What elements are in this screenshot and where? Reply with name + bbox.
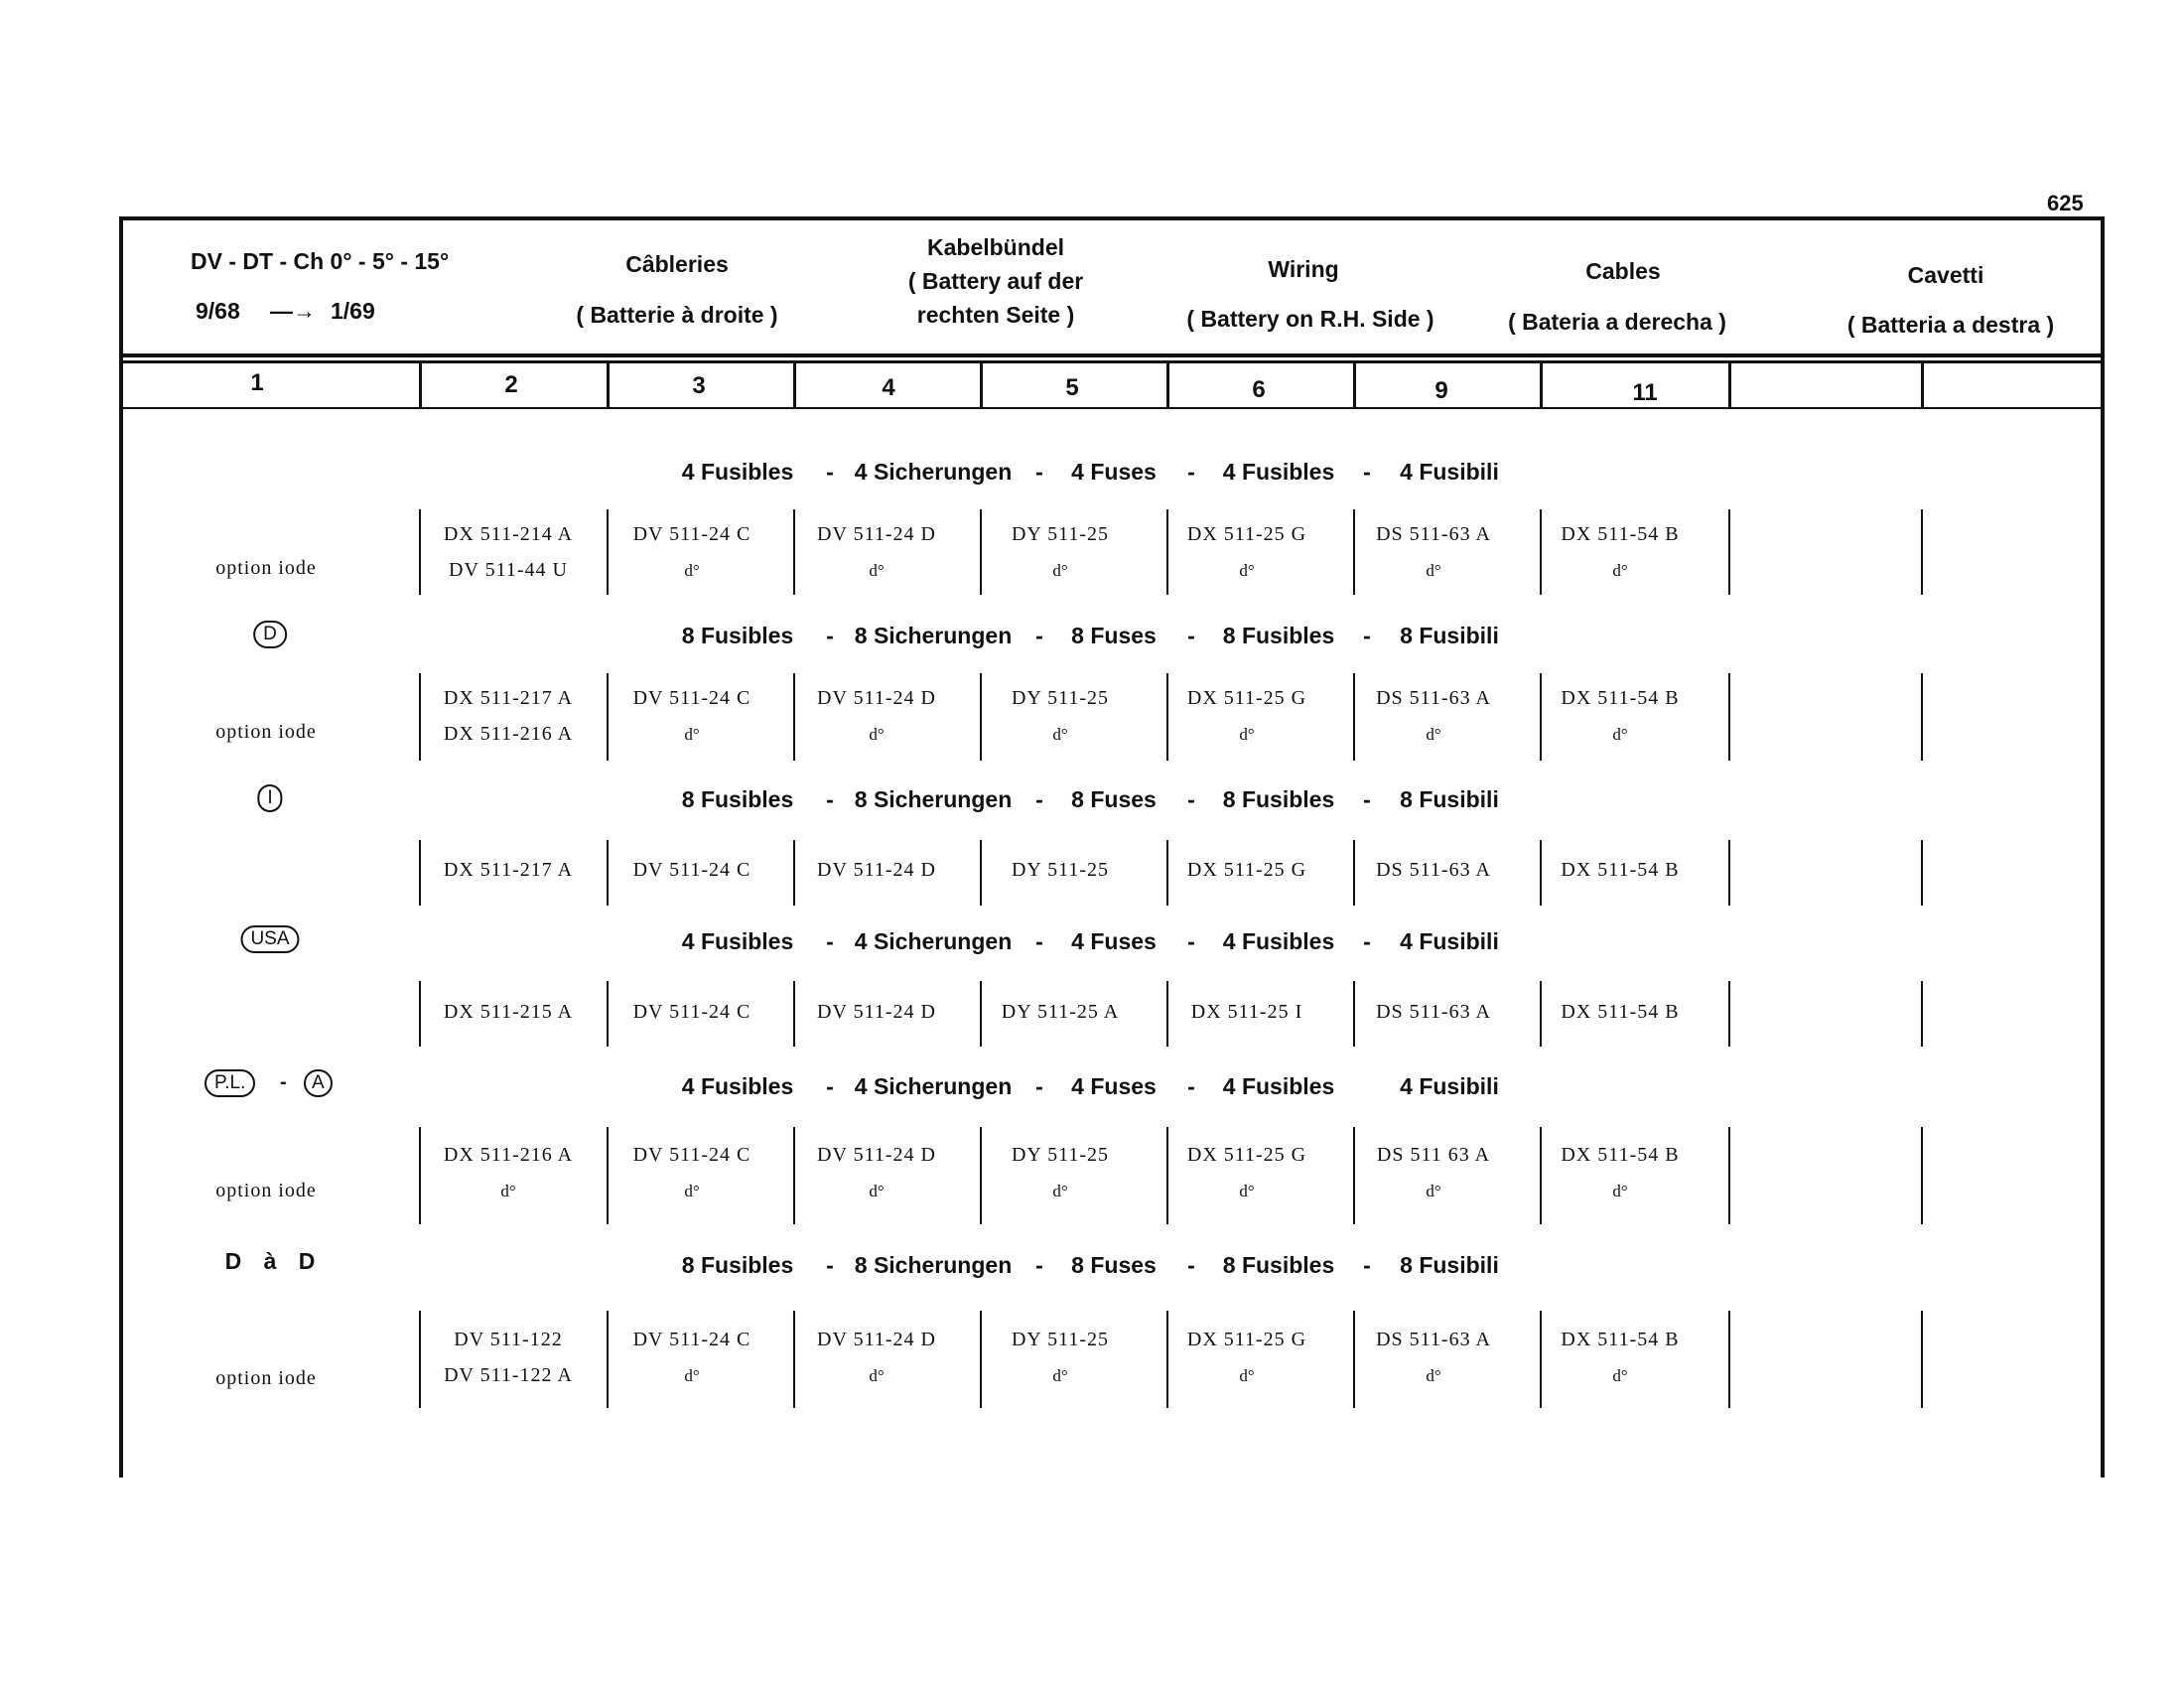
cell-divider — [1353, 981, 1355, 1047]
fuse-label: 4 Sicherungen — [854, 459, 1013, 485]
part-number: DX 511-25 G — [1186, 523, 1307, 545]
part-number: DY 511-25 — [1011, 687, 1110, 709]
cell-divider — [1728, 1127, 1730, 1224]
fuse-separator: - — [1363, 459, 1371, 485]
fuse-label: 4 Fuses — [1071, 1073, 1157, 1099]
ditto-mark: d° — [869, 561, 885, 580]
cell-divider — [980, 673, 982, 761]
ditto-mark: d° — [869, 725, 885, 744]
column-number: 3 — [692, 372, 706, 399]
cell-divider — [1921, 509, 1923, 595]
cell-divider — [793, 981, 795, 1047]
part-number: DS 511-63 A — [1376, 687, 1491, 709]
colnum-divider — [793, 360, 796, 408]
cell-divider — [793, 840, 795, 906]
column-number: 6 — [1252, 376, 1266, 403]
ditto-mark: d° — [500, 1182, 516, 1200]
fuse-separator: - — [1363, 786, 1371, 812]
part-number: DX 511-25 G — [1186, 859, 1307, 881]
fuse-label: 4 Fuses — [1071, 928, 1157, 954]
fuse-label: 8 Sicherungen — [854, 623, 1013, 648]
cell-divider — [1921, 673, 1923, 761]
colnum-bottom-border — [119, 407, 2104, 409]
column-number: 4 — [882, 374, 895, 401]
ditto-mark: d° — [1612, 725, 1628, 744]
colnum-divider — [607, 360, 610, 408]
part-number: DX 511-54 B — [1561, 859, 1680, 881]
part-number: DX 511-217 A — [443, 859, 574, 881]
part-number: DX 511-214 A — [443, 523, 574, 545]
cell-divider — [980, 509, 982, 595]
cell-divider — [1728, 1311, 1730, 1408]
colnum-divider — [419, 360, 422, 408]
fr-subtitle: ( Batterie à droite ) — [576, 302, 778, 328]
part-number: DV 511-24 D — [817, 1001, 936, 1023]
cell-divider — [607, 509, 609, 595]
region-code-separator: - — [280, 1071, 287, 1093]
cell-divider — [980, 840, 982, 906]
es-title: Cables — [1585, 258, 1661, 284]
fuse-label: 8 Fusibili — [1400, 623, 1499, 648]
cell-divider — [1540, 509, 1542, 595]
part-number: DX 511-54 B — [1561, 1144, 1680, 1166]
fuse-separator: - — [1363, 623, 1371, 648]
part-number: DX 511-215 A — [443, 1001, 574, 1023]
date-to: 1/69 — [331, 298, 375, 324]
fuse-label: 8 Fusibles — [681, 623, 794, 648]
ditto-mark: d° — [684, 1366, 700, 1385]
ditto-mark: d° — [1426, 561, 1441, 580]
it-title: Cavetti — [1907, 262, 1984, 288]
de-subtitle-2: rechten Seite ) — [916, 302, 1075, 328]
fuse-separator: - — [826, 1073, 834, 1099]
cell-divider — [1921, 1127, 1923, 1224]
cell-divider — [1353, 1311, 1355, 1408]
fuse-separator: - — [1187, 623, 1195, 648]
cell-divider — [1353, 673, 1355, 761]
column-number: 2 — [504, 371, 518, 398]
cell-divider — [419, 673, 421, 761]
cell-divider — [793, 509, 795, 595]
part-number: DV 511-24 C — [632, 1144, 751, 1166]
fr-title: Câbleries — [625, 251, 729, 277]
cell-divider — [1166, 1127, 1168, 1224]
cell-divider — [1540, 981, 1542, 1047]
option-label: option iode — [215, 557, 317, 579]
ditto-mark: d° — [1239, 1182, 1255, 1200]
part-number: DS 511-63 A — [1376, 523, 1491, 545]
part-number: DV 511-24 C — [632, 859, 751, 881]
cell-divider — [1540, 673, 1542, 761]
region-code-badge: P.L. — [205, 1069, 255, 1097]
part-number: DV 511-122 A — [444, 1364, 573, 1386]
cell-divider — [607, 981, 609, 1047]
fuse-separator: - — [1035, 1073, 1043, 1099]
fuse-separator: - — [826, 786, 834, 812]
fuse-label: 4 Fusibili — [1400, 1073, 1499, 1099]
part-number: DV 511-24 C — [632, 1329, 751, 1350]
cell-divider — [1921, 840, 1923, 906]
fuse-label: 4 Fusibles — [1222, 459, 1335, 485]
date-from: 9/68 — [196, 298, 240, 324]
ditto-mark: d° — [1052, 1366, 1068, 1385]
en-subtitle: ( Battery on R.H. Side ) — [1186, 306, 1434, 332]
cell-divider — [793, 1311, 795, 1408]
ditto-mark: d° — [1426, 1182, 1441, 1200]
part-number: DX 511-54 B — [1561, 687, 1680, 709]
column-number: 11 — [1632, 379, 1658, 406]
part-number: DV 511-44 U — [449, 559, 568, 581]
fuse-label: 8 Fusibili — [1400, 786, 1499, 812]
fuse-separator: - — [1363, 928, 1371, 954]
colnum-divider — [1921, 360, 1924, 408]
fuse-label: 8 Fusibili — [1400, 1252, 1499, 1278]
part-number: DV 511-24 D — [817, 1329, 936, 1350]
fuse-label: 4 Fuses — [1071, 459, 1157, 485]
fuse-label: 4 Fusibles — [681, 459, 794, 485]
region-code-badge: D — [253, 621, 287, 648]
fuse-label: 4 Sicherungen — [854, 928, 1013, 954]
cell-divider — [419, 1127, 421, 1224]
part-number: DX 511-25 G — [1186, 687, 1307, 709]
column-number: 1 — [250, 369, 264, 396]
part-number: DV 511-24 D — [817, 859, 936, 881]
ditto-mark: d° — [1239, 725, 1255, 744]
fuse-label: 8 Fuses — [1071, 1252, 1157, 1278]
page-number: 625 — [2047, 191, 2084, 215]
column-number: 9 — [1434, 377, 1448, 404]
fuse-separator: - — [1035, 1252, 1043, 1278]
fuse-separator: - — [1187, 1073, 1195, 1099]
part-number: DV 511-24 D — [817, 523, 936, 545]
fuse-label: 4 Fusibili — [1400, 928, 1499, 954]
ditto-mark: d° — [1052, 725, 1068, 744]
colnum-top-border — [119, 360, 2104, 363]
cell-divider — [980, 1127, 982, 1224]
cell-divider — [793, 673, 795, 761]
fuse-separator: - — [1035, 623, 1043, 648]
cell-divider — [1540, 1127, 1542, 1224]
cell-divider — [980, 981, 982, 1047]
part-number: DX 511-216 A — [443, 723, 574, 745]
cell-divider — [1353, 840, 1355, 906]
fuse-separator: - — [1363, 1252, 1371, 1278]
cell-divider — [607, 840, 609, 906]
option-label: option iode — [215, 721, 317, 743]
region-code-badge: I — [257, 784, 282, 812]
ditto-mark: d° — [1612, 1182, 1628, 1200]
cell-divider — [607, 1311, 609, 1408]
model-line: DV - DT - Ch 0° - 5° - 15° — [191, 248, 450, 274]
ditto-mark: d° — [1052, 1182, 1068, 1200]
part-number: DS 511 63 A — [1376, 1144, 1491, 1166]
ditto-mark: d° — [1239, 1366, 1255, 1385]
cell-divider — [1166, 981, 1168, 1047]
cell-divider — [419, 509, 421, 595]
ditto-mark: d° — [684, 1182, 700, 1200]
en-title: Wiring — [1268, 256, 1339, 282]
ditto-mark: d° — [1239, 561, 1255, 580]
de-title: Kabelbündel — [926, 234, 1065, 260]
colnum-divider — [1166, 360, 1169, 408]
cell-divider — [1166, 509, 1168, 595]
part-number: DS 511-63 A — [1376, 1329, 1491, 1350]
ditto-mark: d° — [1052, 561, 1068, 580]
table-left-border — [119, 216, 123, 1477]
cell-divider — [793, 1127, 795, 1224]
cell-divider — [1353, 1127, 1355, 1224]
part-number: DX 511-217 A — [443, 687, 574, 709]
part-number: DX 511-25 G — [1186, 1329, 1307, 1350]
cell-divider — [607, 673, 609, 761]
part-number: DX 511-25 G — [1186, 1144, 1307, 1166]
cell-divider — [419, 1311, 421, 1408]
ditto-mark: d° — [869, 1182, 885, 1200]
part-number: DV 511-24 C — [632, 523, 751, 545]
ditto-mark: d° — [869, 1366, 885, 1385]
ditto-mark: d° — [1612, 561, 1628, 580]
part-number: DX 511-216 A — [443, 1144, 574, 1166]
part-number: DX 511-25 I — [1190, 1001, 1303, 1023]
ditto-mark: d° — [1426, 1366, 1441, 1385]
part-number: DY 511-25 — [1011, 859, 1110, 881]
region-code-badge: A — [304, 1069, 333, 1097]
column-number: 5 — [1065, 374, 1079, 401]
fuse-separator: - — [1035, 459, 1043, 485]
fuse-label: 8 Fusibles — [681, 1252, 794, 1278]
cell-divider — [1166, 673, 1168, 761]
cell-divider — [1166, 1311, 1168, 1408]
fuse-label: 8 Sicherungen — [854, 1252, 1013, 1278]
part-number: DV 511-24 D — [817, 1144, 936, 1166]
fuse-label: 4 Fusibles — [681, 928, 794, 954]
header-bottom-border — [119, 353, 2104, 357]
cell-divider — [1540, 1311, 1542, 1408]
cell-divider — [1728, 981, 1730, 1047]
ditto-mark: d° — [684, 561, 700, 580]
fuse-label: 8 Fusibles — [681, 786, 794, 812]
cell-divider — [607, 1127, 609, 1224]
fuse-label: 4 Fusibles — [1222, 1073, 1335, 1099]
fuse-label: 4 Fusibles — [1222, 928, 1335, 954]
part-number: DV 511-24 C — [632, 1001, 751, 1023]
option-label: option iode — [215, 1367, 317, 1389]
part-number: DY 511-25 — [1011, 523, 1110, 545]
part-number: DV 511-122 — [454, 1329, 563, 1350]
fuse-separator: - — [1187, 928, 1195, 954]
cell-divider — [1728, 673, 1730, 761]
colnum-divider — [1540, 360, 1543, 408]
part-number: DS 511-63 A — [1376, 1001, 1491, 1023]
fuse-separator: - — [826, 1252, 834, 1278]
fuse-label: 8 Fusibles — [1222, 786, 1335, 812]
fuse-separator: - — [1187, 459, 1195, 485]
fuse-label: 8 Fusibles — [1222, 1252, 1335, 1278]
cell-divider — [1728, 840, 1730, 906]
table-right-border — [2101, 216, 2105, 1477]
date-arrow: —→ — [270, 298, 316, 324]
colnum-divider — [980, 360, 983, 408]
part-number: DS 511-63 A — [1376, 859, 1491, 881]
part-number: DX 511-54 B — [1561, 1001, 1680, 1023]
fuse-separator: - — [1187, 786, 1195, 812]
part-number: DY 511-25 — [1011, 1144, 1110, 1166]
cell-divider — [1921, 981, 1923, 1047]
option-label: option iode — [215, 1180, 317, 1201]
region-code-badge: USA — [240, 925, 299, 953]
fuse-separator: - — [1187, 1252, 1195, 1278]
cell-divider — [1921, 1311, 1923, 1408]
fuse-separator: - — [1035, 786, 1043, 812]
fuse-label: 8 Sicherungen — [854, 786, 1013, 812]
es-subtitle: ( Bateria a derecha ) — [1508, 309, 1726, 335]
fuse-separator: - — [1035, 928, 1043, 954]
part-number: DY 511-25 A — [1001, 1001, 1120, 1023]
fuse-separator: - — [826, 928, 834, 954]
fuse-label: 8 Fuses — [1071, 623, 1157, 648]
ditto-mark: d° — [1612, 1366, 1628, 1385]
table-top-border — [119, 216, 2104, 220]
part-number: DY 511-25 — [1011, 1329, 1110, 1350]
cell-divider — [419, 840, 421, 906]
part-number: DV 511-24 C — [632, 687, 751, 709]
fuse-label: 4 Fusibili — [1400, 459, 1499, 485]
part-number: DX 511-54 B — [1561, 523, 1680, 545]
fuse-label: 4 Sicherungen — [854, 1073, 1013, 1099]
ditto-mark: d° — [1426, 725, 1441, 744]
de-subtitle-1: ( Battery auf der — [907, 268, 1084, 294]
cell-divider — [419, 981, 421, 1047]
fuse-separator: - — [826, 623, 834, 648]
part-number: DX 511-54 B — [1561, 1329, 1680, 1350]
cell-divider — [1353, 509, 1355, 595]
fuse-label: 8 Fusibles — [1222, 623, 1335, 648]
cell-divider — [1540, 840, 1542, 906]
fuse-label: 8 Fuses — [1071, 786, 1157, 812]
cell-divider — [1728, 509, 1730, 595]
ditto-mark: d° — [684, 725, 700, 744]
cell-divider — [980, 1311, 982, 1408]
region-code-text: D à D — [224, 1248, 316, 1274]
fuse-separator: - — [826, 459, 834, 485]
cell-divider — [1166, 840, 1168, 906]
colnum-divider — [1728, 360, 1731, 408]
fuse-label: 4 Fusibles — [681, 1073, 794, 1099]
colnum-divider — [1353, 360, 1356, 408]
part-number: DV 511-24 D — [817, 687, 936, 709]
it-subtitle: ( Batteria a destra ) — [1846, 312, 2055, 338]
